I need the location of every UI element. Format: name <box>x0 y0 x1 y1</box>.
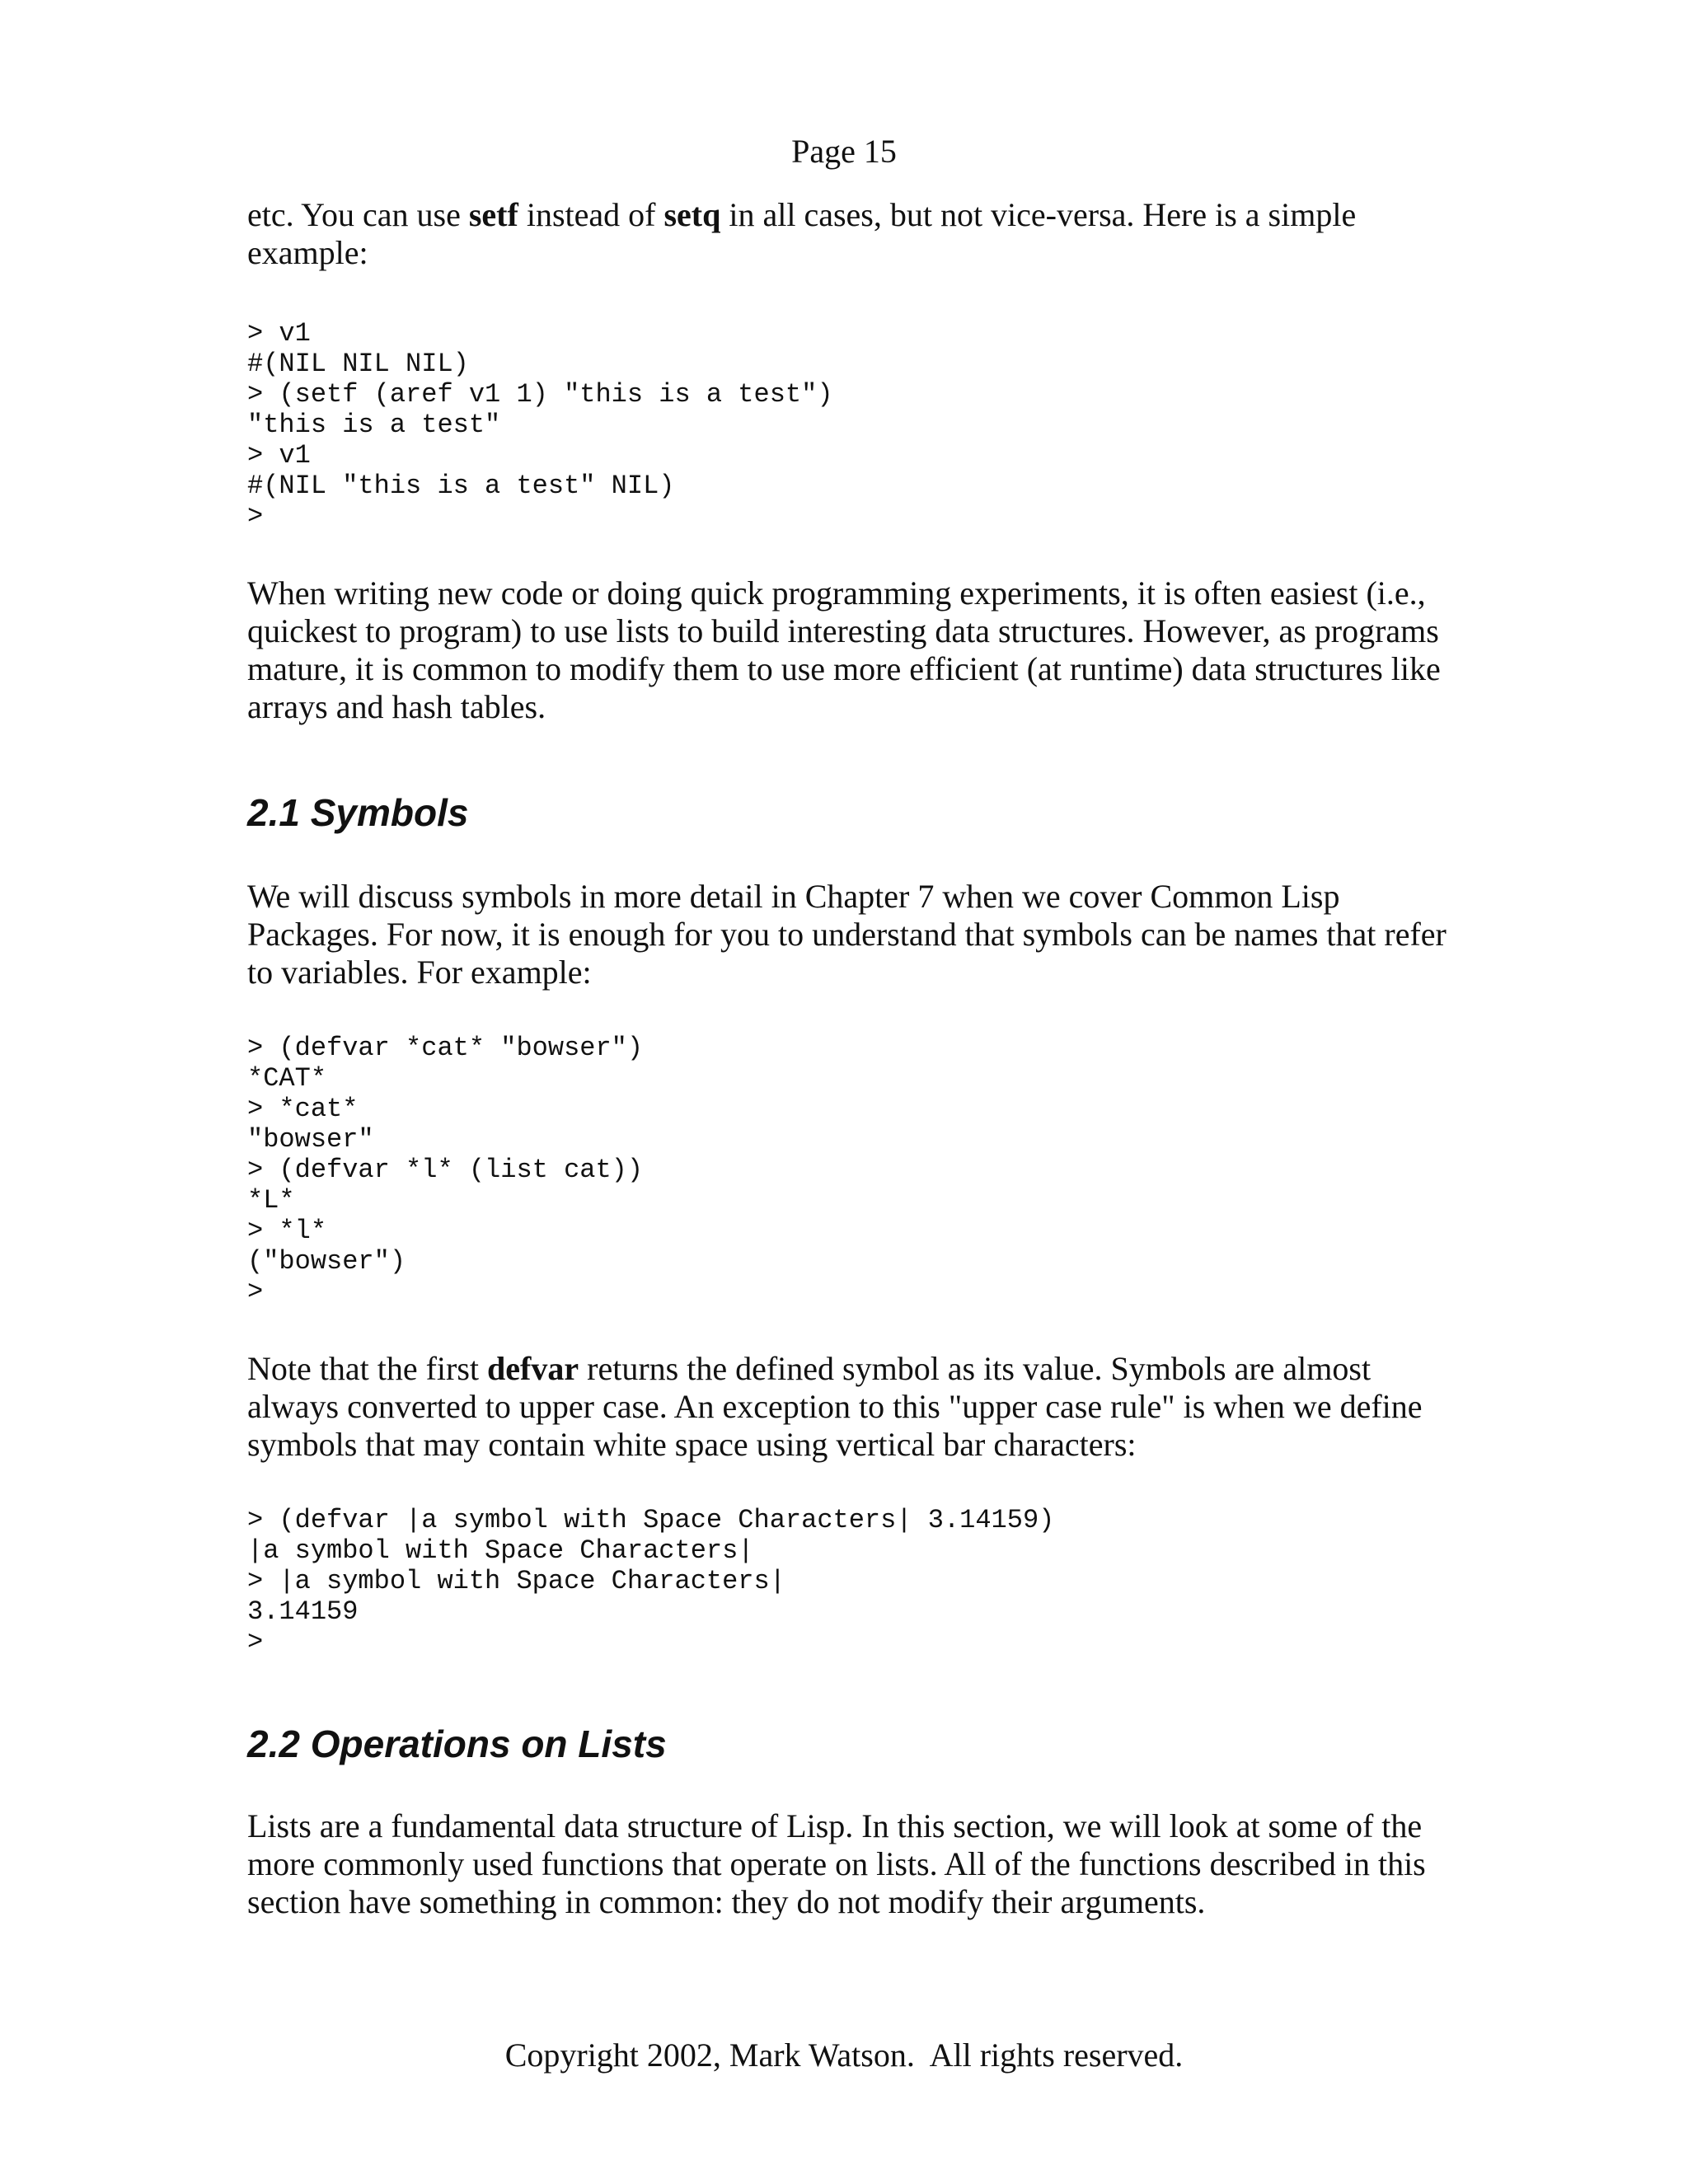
section-heading-symbols: 2.1 Symbols <box>247 791 469 834</box>
code-line: > *l* <box>247 1216 327 1246</box>
code-line: > (setf (aref v1 1) "this is a test") <box>247 379 833 410</box>
intro-paragraph <box>247 196 1451 272</box>
code-block-vertical-bar-example <box>247 1505 1451 1657</box>
copyright-footer: Copyright 2002, Mark Watson. All rights reserved. <box>504 2036 1184 2074</box>
code-line: > (defvar *l* (list cat)) <box>247 1155 644 1185</box>
code-line: > |a symbol with Space Characters| <box>247 1566 785 1596</box>
code-line: > *cat* <box>247 1094 359 1124</box>
page-content <box>247 196 1451 1921</box>
intro-text-2: instead of <box>518 196 664 233</box>
note-text-1: Note that the first <box>247 1350 488 1387</box>
lists-paragraph: When writing new code or doing quick programming experiments, it is often easiest (i.e., quickest to program) to use lists to build interesting data structures. However, as programs mature, it is common to modify them to use more efficient (at runtime) data structures like arrays and hash tables. <box>247 574 1441 725</box>
defvar-keyword: defvar <box>487 1350 579 1387</box>
code-line: 3.14159 <box>247 1596 359 1627</box>
setf-keyword: setf <box>468 196 518 233</box>
symbols-paragraph: We will discuss symbols in more detail in Chapter 7 when we cover Common Lisp Packages. For now, it is enough for you to understand that symbols can be names that refer to variables. For example: <box>247 878 1447 991</box>
intro-text-3: in all cases, but not vice-versa. Here is a simple example: <box>247 196 1357 271</box>
code-line: > <box>247 1277 264 1307</box>
code-line: > v1 <box>247 318 311 349</box>
code-line: "bowser" <box>247 1124 374 1155</box>
code-line: ("bowser") <box>247 1246 406 1277</box>
code-line: > v1 <box>247 440 311 471</box>
code-line: #(NIL "this is a test" NIL) <box>247 471 675 501</box>
code-line: > (defvar *cat* "bowser") <box>247 1033 644 1063</box>
code-line: > (defvar |a symbol with Space Characters| 3.14159) <box>247 1505 1055 1535</box>
code-line: > <box>247 1627 264 1657</box>
note-text-2: returns the defined symbol as its value. Symbols are almost always converted to upper case. An exception to this "upper case rule" is when we define symbols that may contain white space using vertical bar characters: <box>247 1350 1423 1463</box>
code-line: "this is a test" <box>247 410 501 440</box>
code-line: |a symbol with Space Characters| <box>247 1535 754 1566</box>
code-line: *L* <box>247 1185 295 1216</box>
operations-paragraph: Lists are a fundamental data structure of Lisp. In this section, we will look at some of the more commonly used functions that operate on lists. All of the functions described in this section have something in common: they do not modify their arguments. <box>247 1807 1426 1920</box>
intro-text-1: etc. You can use <box>247 196 469 233</box>
page-number: Page 15 <box>791 133 897 170</box>
code-block-defvar-example <box>247 1033 1451 1307</box>
setq-keyword: setq <box>663 196 721 233</box>
code-line: #(NIL NIL NIL) <box>247 349 469 379</box>
note-paragraph <box>247 1350 1451 1464</box>
code-line: > <box>247 501 264 532</box>
code-block-setf-example <box>247 318 1451 532</box>
code-line: *CAT* <box>247 1063 327 1094</box>
section-heading-list-operations: 2.2 Operations on Lists <box>247 1722 667 1765</box>
